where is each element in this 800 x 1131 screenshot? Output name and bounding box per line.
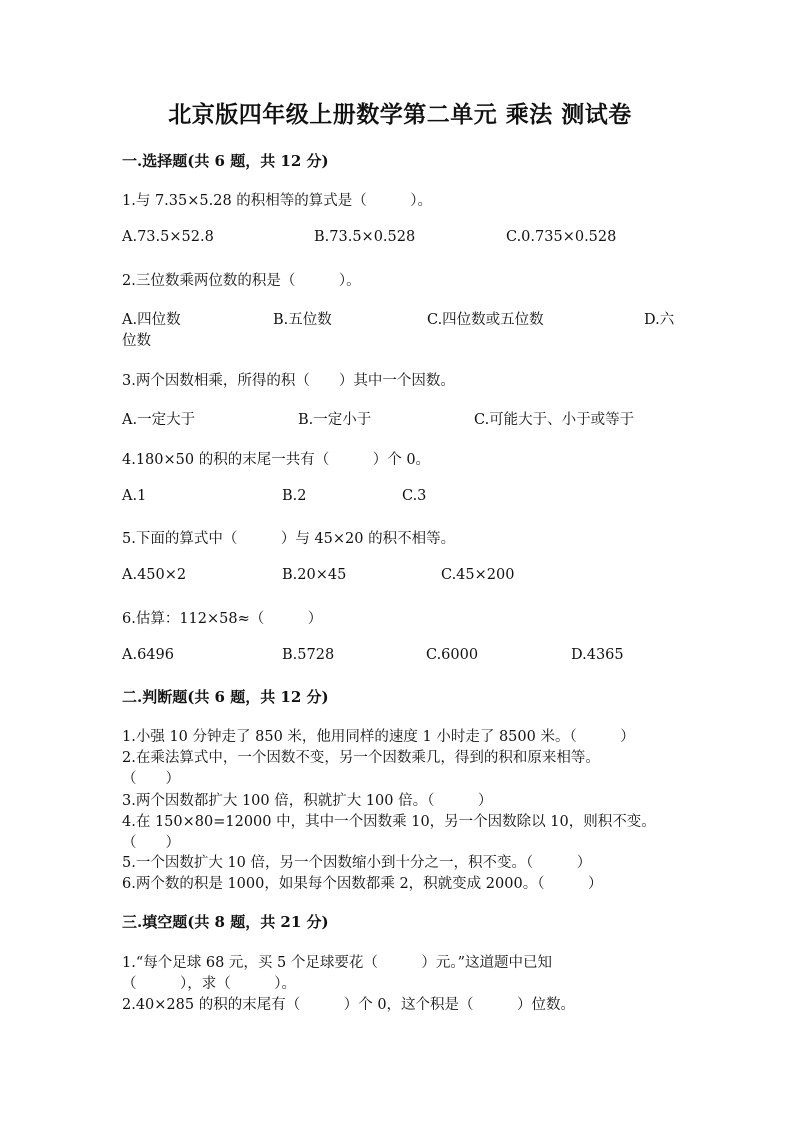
- option-b: B.5728: [282, 647, 335, 663]
- option-a: A.一定大于: [122, 412, 196, 428]
- question-text: 1.与 7.35×5.28 的积相等的算式是（ ）。: [122, 193, 433, 209]
- fill-line: 2.40×285 的积的末尾有（ ）个 0，这个积是（ ）位数。: [122, 997, 576, 1013]
- question-text: 3.两个因数相乘，所得的积（ ）其中一个因数。: [122, 373, 455, 389]
- option-b: B.73.5×0.528: [314, 229, 416, 245]
- question-text: 5.下面的算式中（ ）与 45×20 的积不相等。: [122, 531, 456, 547]
- question-text: 2.三位数乘两位数的积是（ ）。: [122, 273, 361, 289]
- option-c: C.6000: [426, 647, 479, 663]
- option-d: D.4365: [571, 647, 624, 663]
- option-a: A.四位数: [122, 312, 181, 328]
- judge-line: 1.小强 10 分钟走了 850 米，他用同样的速度 1 小时走了 8500 米。（ ）: [122, 729, 635, 745]
- option-d: D.六: [644, 312, 675, 328]
- option-b: B.20×45: [282, 567, 347, 583]
- option-c: C.四位数或五位数: [427, 312, 544, 328]
- section-heading-fill: 三.填空题(共 8 题，共 21 分): [122, 913, 329, 931]
- section-heading-judge: 二.判断题(共 6 题，共 12 分): [122, 688, 329, 706]
- page-title: 北京版四年级上册数学第二单元 乘法 测试卷: [168, 101, 632, 128]
- fill-line: （ ），求（ ）。: [122, 976, 296, 992]
- option-c: C.0.735×0.528: [506, 229, 617, 245]
- judge-line: 4.在 150×80=12000 中，其中一个因数乘 10，另一个因数除以 10，则积不变。: [122, 814, 656, 830]
- option-d-wrap: 位数: [122, 333, 151, 349]
- section-heading-choice: 一.选择题(共 6 题，共 12 分): [122, 152, 329, 170]
- judge-line: （ ）: [122, 771, 180, 787]
- option-c: C.可能大于、小于或等于: [474, 412, 635, 428]
- fill-line: 1.“每个足球 68 元，买 5 个足球要花（ ）元。”这道题中已知: [122, 955, 553, 971]
- option-b: B.一定小于: [298, 412, 372, 428]
- option-a: A.1: [122, 488, 147, 504]
- option-b: B.2: [282, 488, 307, 504]
- question-text: 4.180×50 的积的末尾一共有（ ）个 0。: [122, 452, 431, 468]
- option-c: C.3: [402, 488, 427, 504]
- judge-line: 3.两个因数都扩大 100 倍，积就扩大 100 倍。（ ）: [122, 793, 493, 809]
- option-b: B.五位数: [273, 312, 332, 328]
- option-a: A.6496: [122, 647, 174, 663]
- option-a: A.450×2: [122, 567, 187, 583]
- option-a: A.73.5×52.8: [122, 229, 214, 245]
- judge-line: （ ）: [122, 835, 180, 851]
- judge-line: 2.在乘法算式中，一个因数不变，另一个因数乘几，得到的积和原来相等。: [122, 750, 600, 766]
- judge-line: 5.一个因数扩大 10 倍，另一个因数缩小到十分之一，积不变。（ ）: [122, 855, 592, 871]
- option-c: C.45×200: [441, 567, 515, 583]
- question-text: 6.估算：112×58≈（ ）: [122, 611, 323, 627]
- judge-line: 6.两个数的积是 1000，如果每个因数都乘 2，积就变成 2000。（ ）: [122, 876, 603, 892]
